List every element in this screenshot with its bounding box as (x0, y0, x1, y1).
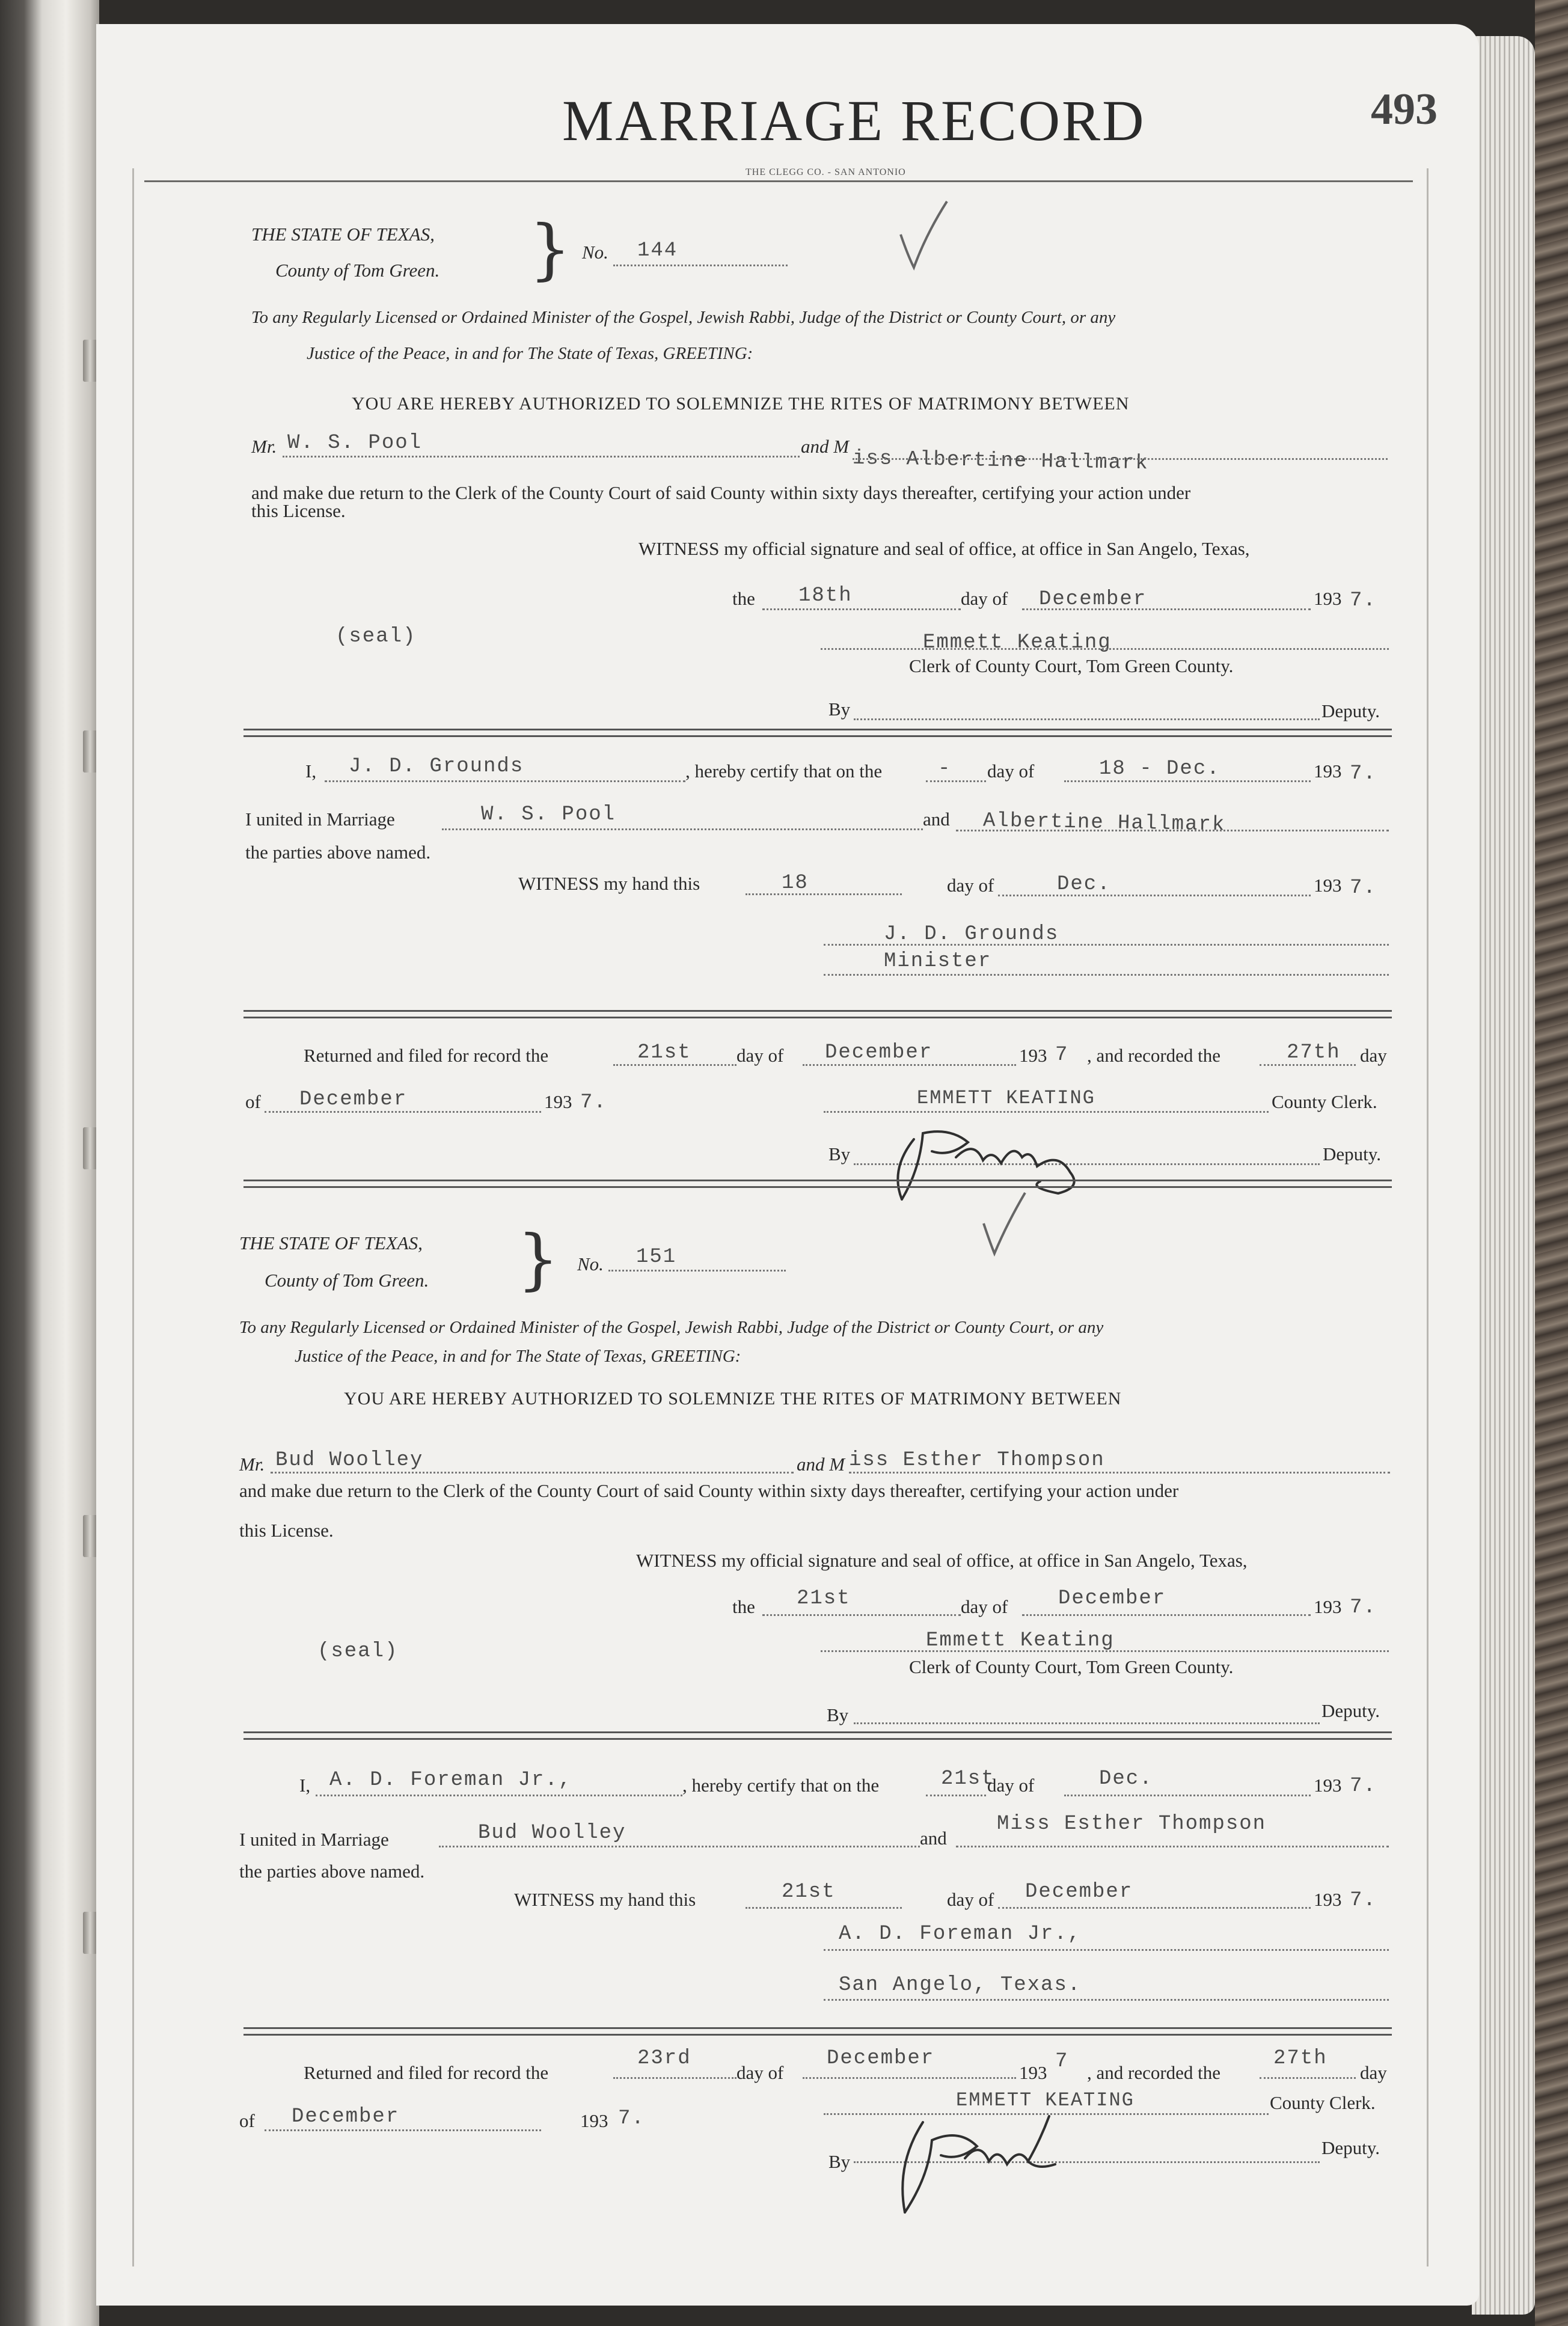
certify-year: 7. (1350, 762, 1377, 785)
bride-name: iss Albertine Hallmark (852, 447, 1150, 476)
fill-line (439, 1846, 920, 1847)
return-line-2: this License. (251, 500, 346, 521)
fill-line (824, 944, 1389, 946)
certify-day-of-label: day of (987, 761, 1035, 782)
mr-label: Mr. (251, 436, 277, 457)
hand-year: 7. (1350, 1889, 1377, 1912)
united-label: I united in Marriage (245, 809, 395, 830)
returned-label: Returned and filed for record the (304, 1045, 549, 1066)
deputy-signature-icon (878, 1115, 1118, 1211)
section-divider (243, 2027, 1392, 2036)
year-prefix: 193 (544, 1091, 572, 1112)
certify-i-label: I, (299, 1775, 311, 1796)
fill-line (265, 1111, 541, 1113)
license-no-label: No. (582, 242, 608, 263)
county-label: County of Tom Green. (265, 1270, 429, 1291)
fill-line (849, 1472, 1390, 1474)
binding-tab (83, 730, 97, 773)
deputy-label: Deputy. (1321, 2137, 1380, 2158)
fill-line (762, 608, 961, 610)
year-prefix: 193 (1314, 588, 1342, 609)
fill-line (803, 1064, 1016, 1066)
certify-month: 18 - Dec. (1099, 757, 1220, 780)
year-prefix: 193 (1019, 2062, 1047, 2083)
officiant-name: A. D. Foreman Jr., (329, 1769, 572, 1792)
witness-hand-label: WITNESS my hand this (514, 1889, 696, 1910)
fill-line (613, 265, 788, 266)
license-day: 21st (797, 1587, 851, 1610)
license-month: December (1058, 1587, 1166, 1610)
title-rule (144, 180, 1413, 182)
license-month: December (1039, 588, 1147, 611)
fill-line (998, 895, 1311, 896)
fill-line (1022, 608, 1311, 610)
binding-tab (83, 1127, 97, 1169)
fill-line (821, 1650, 1389, 1652)
page-number: 493 (1371, 85, 1438, 134)
license-number: 144 (637, 239, 678, 262)
groom-name: Bud Woolley (275, 1449, 424, 1472)
day-of-label: day of (961, 588, 1008, 609)
section-divider (243, 729, 1392, 737)
the-label: the (732, 588, 755, 609)
fill-line (746, 1907, 902, 1909)
section-divider (243, 1180, 1392, 1188)
binding-tab (83, 340, 97, 382)
fill-line (853, 458, 1388, 460)
brace-icon: } (517, 1220, 559, 1297)
by-label: By (828, 699, 851, 720)
of-label: of (239, 2110, 255, 2131)
filed-month: December (825, 1041, 933, 1064)
filed-year: 7 (1055, 2050, 1069, 2073)
binding-tab (83, 1515, 97, 1557)
hand-day-of-label: day of (947, 875, 994, 896)
and-label: and (920, 1828, 947, 1849)
fill-line (608, 1270, 786, 1272)
united-label: I united in Marriage (239, 1829, 389, 1850)
hand-month: Dec. (1057, 873, 1111, 896)
fill-line (926, 780, 986, 782)
witness-seal-text: WITNESS my official signature and seal of office, at office in San Angelo, Texas, (636, 1550, 1248, 1571)
fill-line (926, 1795, 986, 1796)
hand-day-of-label: day of (947, 1889, 994, 1910)
mr-label: Mr. (239, 1454, 265, 1475)
county-clerk-name: EMMETT KEATING (956, 2089, 1135, 2111)
state-label: THE STATE OF TEXAS, (251, 224, 435, 245)
page-title: MARRIAGE RECORD (562, 88, 1146, 153)
parties-label: the parties above named. (245, 842, 431, 863)
the-label: the (732, 1596, 755, 1617)
certify-text: , hereby certify that on the (682, 1775, 880, 1796)
certify-month: Dec. (1099, 1767, 1153, 1790)
license-day: 18th (798, 584, 853, 607)
deputy-label: Deputy. (1321, 700, 1380, 721)
greeting-line-2: Justice of the Peace, in and for The State of Texas, GREETING: (295, 1347, 741, 1366)
year-prefix: 193 (1314, 1775, 1342, 1796)
deputy-signature-icon (881, 2104, 1121, 2224)
fill-line (956, 1846, 1389, 1847)
return-line-1: and make due return to the Clerk of the County Court of said County within sixty days thereafter, certifying your action under (239, 1480, 1179, 1501)
year-prefix: 193 (580, 2110, 608, 2131)
fill-line (746, 893, 902, 895)
minister-signature-name: A. D. Foreman Jr., (839, 1923, 1082, 1945)
fill-line (821, 648, 1389, 650)
and-miss-label: and M (801, 436, 850, 457)
deputy-label: Deputy. (1321, 1700, 1380, 1721)
county-clerk-label: County Clerk. (1270, 2092, 1376, 2113)
hand-day: 18 (782, 872, 809, 895)
certify-day: - (938, 757, 952, 780)
certify-year: 7. (1350, 1775, 1377, 1798)
fill-line (956, 830, 1389, 831)
license-no-label: No. (577, 1253, 604, 1275)
united-bride: Miss Esther Thompson (997, 1813, 1267, 1835)
binding-tab (83, 1912, 97, 1954)
background-fabric (1535, 0, 1568, 2326)
fill-line (824, 1111, 1269, 1113)
fill-line (271, 1472, 794, 1474)
fill-line (283, 456, 800, 458)
brace-icon: } (529, 210, 571, 287)
day-label: day (1360, 1045, 1387, 1066)
groom-name: W. S. Pool (287, 432, 423, 454)
recorded-year: 7. (580, 1091, 607, 1114)
state-label: THE STATE OF TEXAS, (239, 1232, 423, 1253)
fill-line (824, 1949, 1389, 1951)
filed-day-of-label: day of (737, 2062, 784, 2083)
minister-address: San Angelo, Texas. (839, 1974, 1082, 1997)
filed-day: 21st (637, 1041, 691, 1064)
by-label: By (827, 1704, 849, 1725)
day-of-label: day of (961, 1596, 1008, 1617)
clerk-title: Clerk of County Court, Tom Green County. (909, 1656, 1234, 1677)
year-prefix: 193 (1314, 1889, 1342, 1910)
recorded-label: , and recorded the (1087, 1045, 1221, 1066)
authorization-heading: YOU ARE HEREBY AUTHORIZED TO SOLEMNIZE THE RITES OF MATRIMONY BETWEEN (344, 1389, 1122, 1409)
by-label: By (828, 1143, 851, 1165)
greeting-line-2: Justice of the Peace, in and for The State of Texas, GREETING: (307, 344, 753, 363)
clerk-name: Emmett Keating (923, 631, 1112, 654)
page-edges (1472, 36, 1535, 2315)
fill-line (265, 2129, 541, 2131)
filed-month: December (827, 2047, 935, 2070)
license-year: 7. (1350, 1596, 1377, 1619)
seal-label: (seal) (335, 625, 417, 648)
recorded-label: , and recorded the (1087, 2062, 1221, 2083)
fill-line (854, 1722, 1320, 1724)
minister-signature-name: J. D. Grounds (884, 923, 1059, 946)
witness-hand-label: WITNESS my hand this (518, 873, 700, 894)
certify-day-of-label: day of (987, 1775, 1035, 1796)
county-clerk-label: County Clerk. (1272, 1091, 1377, 1112)
recorded-year: 7. (618, 2107, 645, 2130)
of-label: of (245, 1091, 261, 1112)
united-groom: W. S. Pool (481, 803, 616, 826)
clerk-name: Emmett Keating (926, 1629, 1115, 1652)
check-mark-icon (896, 198, 950, 271)
fill-line (1064, 780, 1311, 782)
fill-line (316, 1795, 682, 1796)
fill-line (1260, 2077, 1356, 2079)
year-prefix: 193 (1314, 1596, 1342, 1617)
day-label: day (1360, 2062, 1387, 2083)
fill-line (824, 974, 1389, 976)
fill-line (998, 1907, 1311, 1909)
fill-line (442, 828, 923, 830)
united-groom: Bud Woolley (478, 1822, 626, 1844)
fill-line (803, 2077, 1016, 2079)
hand-day: 21st (782, 1881, 836, 1903)
hand-year: 7. (1350, 877, 1377, 899)
deputy-label: Deputy. (1323, 1143, 1381, 1165)
greeting-line-1: To any Regularly Licensed or Ordained Minister of the Gospel, Jewish Rabbi, Judge of the District or County Court, or any (239, 1318, 1104, 1337)
county-label: County of Tom Green. (275, 260, 440, 281)
witness-seal-text: WITNESS my official signature and seal of office, at office in San Angelo, Texas, (639, 538, 1250, 559)
fill-line (1064, 1795, 1311, 1796)
fill-line (613, 1064, 737, 1066)
return-line-2: this License. (239, 1520, 334, 1541)
recorded-day: 27th (1287, 1041, 1341, 1064)
seal-label: (seal) (317, 1640, 399, 1663)
minister-title: Minister (884, 950, 992, 973)
officiant-name: J. D. Grounds (349, 755, 524, 778)
recorded-month: December (299, 1088, 408, 1111)
returned-label: Returned and filed for record the (304, 2062, 549, 2083)
return-line-1: and make due return to the Clerk of the County Court of said County within sixty days thereafter, certifying your action under (251, 482, 1191, 503)
license-number: 151 (636, 1246, 677, 1269)
united-bride: Albertine Hallmark (982, 809, 1226, 837)
section-divider (243, 1010, 1392, 1018)
certify-text: , hereby certify that on the (685, 761, 883, 782)
fill-line (762, 1614, 961, 1616)
fill-line (1260, 1064, 1356, 1066)
county-clerk-name: EMMETT KEATING (917, 1087, 1095, 1109)
fill-line (1022, 1614, 1311, 1616)
certify-day: 21st (941, 1767, 995, 1790)
by-label: By (828, 2151, 851, 2172)
filed-day-of-label: day of (737, 1045, 784, 1066)
year-prefix: 193 (1314, 761, 1342, 782)
fill-line (824, 1999, 1389, 2001)
printer-imprint: THE CLEGG CO. - SAN ANTONIO (746, 167, 906, 177)
fill-line (613, 2077, 737, 2079)
license-year: 7. (1350, 589, 1377, 612)
recorded-month: December (292, 2105, 400, 2128)
year-prefix: 193 (1314, 875, 1342, 896)
and-miss-label: and M (797, 1454, 845, 1475)
clerk-title: Clerk of County Court, Tom Green County. (909, 655, 1234, 676)
recorded-day: 27th (1273, 2047, 1328, 2070)
greeting-line-1: To any Regularly Licensed or Ordained Minister of the Gospel, Jewish Rabbi, Judge of the District or County Court, or any (251, 308, 1116, 327)
fill-line (325, 780, 685, 782)
section-divider (243, 1731, 1392, 1740)
filed-day: 23rd (637, 2047, 691, 2070)
parties-label: the parties above named. (239, 1861, 425, 1882)
authorization-heading: YOU ARE HEREBY AUTHORIZED TO SOLEMNIZE THE RITES OF MATRIMONY BETWEEN (352, 394, 1130, 414)
year-prefix: 193 (1019, 1045, 1047, 1066)
certify-i-label: I, (305, 761, 317, 782)
bride-name: iss Esther Thompson (849, 1449, 1105, 1472)
hand-month: December (1025, 1881, 1133, 1903)
and-label: and (923, 809, 950, 830)
filed-year: 7 (1055, 1044, 1069, 1067)
fill-line (854, 718, 1320, 720)
